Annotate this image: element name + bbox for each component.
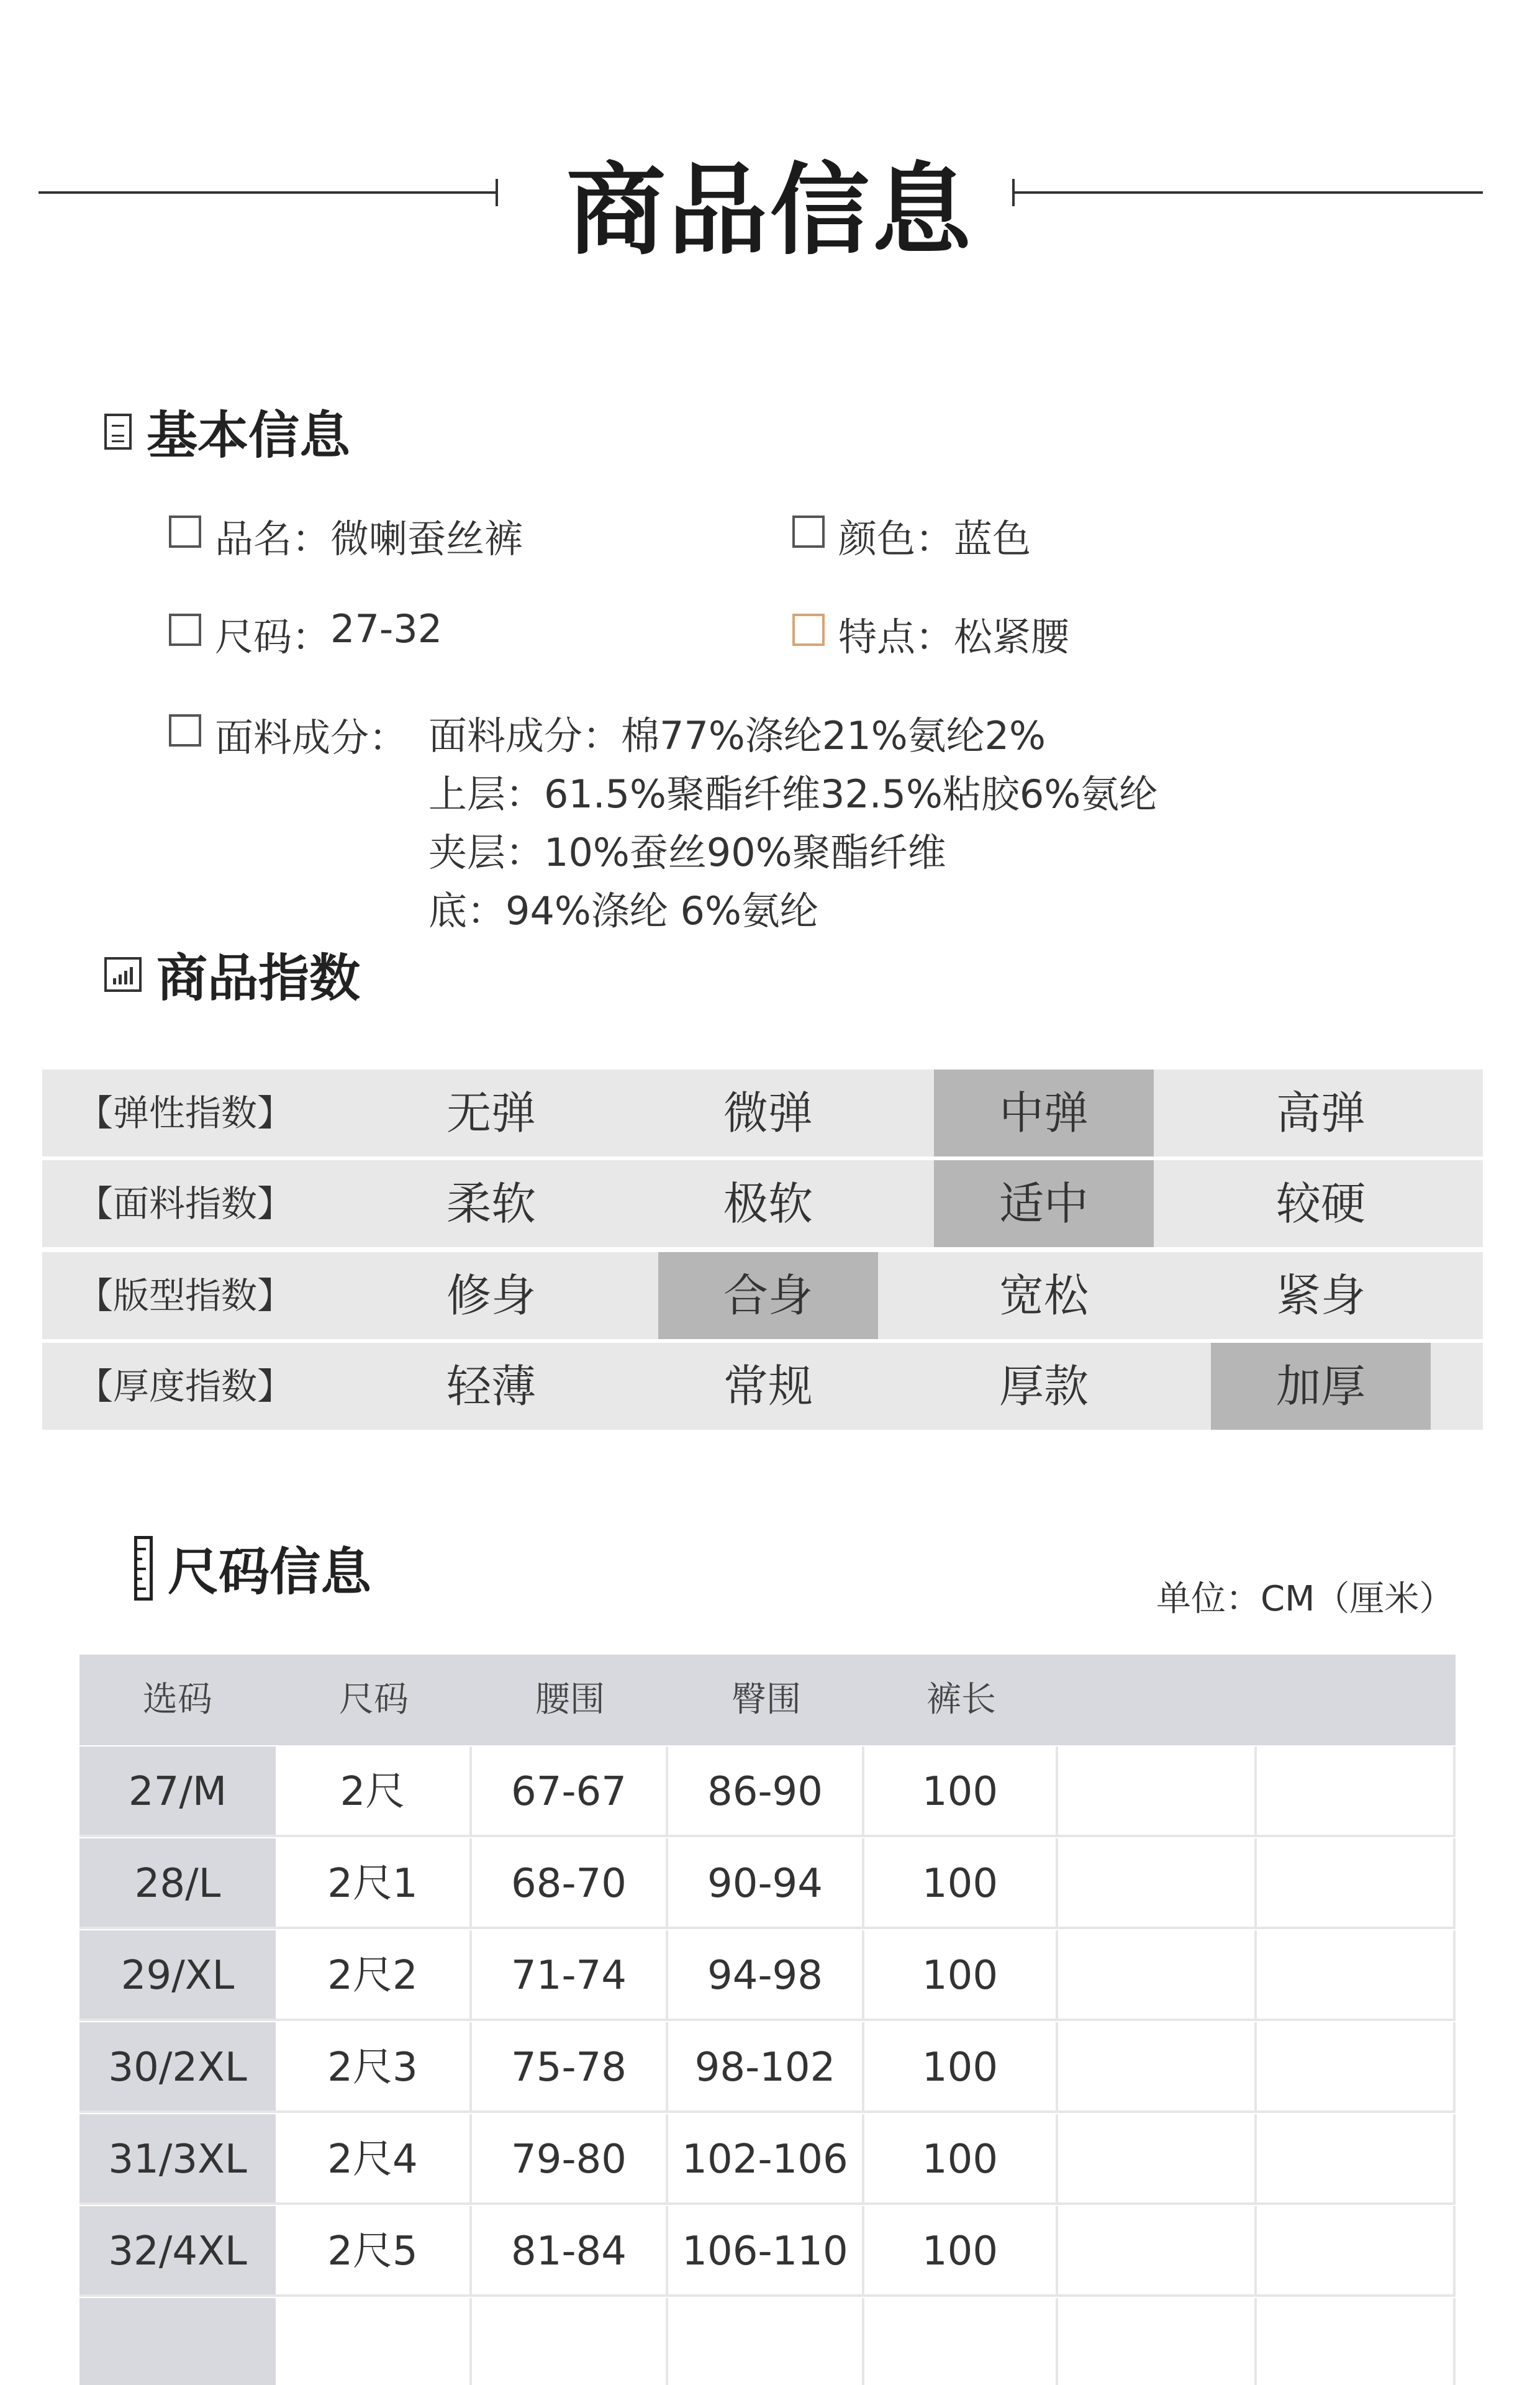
table-cell: 100 [864,2022,1058,2113]
table-cell [864,2298,1058,2385]
page-title: 商品信息 [566,152,974,268]
table-cell [1257,2298,1456,2385]
index-option: 宽松 [999,1270,1089,1322]
table-cell [1257,2114,1456,2205]
table-cell: 90-94 [668,1838,864,1929]
column-header: 裤长 [864,1655,1058,1745]
table-cell [1058,1747,1257,1837]
table-cell [1058,2298,1257,2385]
table-cell: 29/XL [79,1930,276,2021]
table-header-row [79,1655,1456,1747]
size-table [79,1655,1456,2385]
table-row [79,2022,1456,2114]
index-option-selected: 适中 [934,1160,1154,1247]
table-cell: 86-90 [668,1747,864,1837]
index-option: 常规 [723,1360,813,1412]
info-feature [792,606,1069,661]
product-index-title: 商品指数 [156,949,361,1008]
table-cell: 31/3XL [79,2114,276,2205]
index-option-selected: 加厚 [1211,1343,1431,1430]
fabric-composition [428,707,1157,940]
table-cell: 67-67 [472,1747,668,1837]
column-header: 选码 [79,1655,276,1745]
checkbox-icon [169,714,201,747]
document-icon [104,414,132,450]
fabric-line: 面料成分：棉77%涤纶21%氨纶2% [428,713,1046,758]
index-row-label: 【版型指数】 [77,1274,294,1317]
table-cell: 100 [864,2114,1058,2205]
bar-chart-icon [104,957,142,992]
checkbox-icon [169,614,201,646]
checkbox-icon [792,614,825,646]
table-cell [1058,1930,1257,2021]
info-name [169,508,523,563]
index-row [42,1070,1483,1156]
basic-info-title: 基本信息 [147,406,351,465]
table-cell: 2尺1 [276,1838,472,1929]
index-row [42,1160,1483,1247]
table-cell: 100 [864,2206,1058,2297]
index-row-label: 【厚度指数】 [77,1365,294,1407]
name-value: 微喇蚕丝裤 [330,516,523,561]
table-cell [1257,2206,1456,2297]
table-cell: 79-80 [472,2114,668,2205]
fabric-line: 底：94%涤纶 6%氨纶 [428,888,818,934]
index-row-label: 【面料指数】 [77,1183,294,1225]
table-row [79,2298,1456,2385]
table-cell: 28/L [79,1838,276,1929]
table-cell: 102-106 [668,2114,864,2205]
table-cell: 30/2XL [79,2022,276,2113]
index-option: 柔软 [446,1178,536,1230]
table-cell: 32/4XL [79,2206,276,2297]
table-cell: 100 [864,1838,1058,1929]
table-cell [1058,1838,1257,1929]
size-info-title: 尺码信息 [168,1543,372,1602]
table-row [79,2206,1456,2298]
table-cell: 2尺3 [276,2022,472,2113]
size-value: 27-32 [330,606,443,652]
info-size [169,606,442,661]
index-option: 紧身 [1275,1270,1366,1322]
index-option: 轻薄 [446,1360,536,1412]
table-cell [1058,2022,1257,2113]
color-label: 颜色： [838,516,954,561]
checkbox-icon [169,516,201,548]
info-fabric [169,707,407,762]
basic-info-header [104,395,350,468]
table-cell [1257,1838,1456,1929]
column-header: 臀围 [668,1655,864,1745]
index-option: 厚款 [999,1360,1089,1412]
table-cell: 98-102 [668,2022,864,2113]
index-option: 极软 [723,1178,813,1230]
color-value: 蓝色 [954,516,1031,561]
title-banner [0,118,1540,268]
table-cell: 100 [864,1747,1058,1837]
column-header: 尺码 [276,1655,472,1745]
info-color [792,508,1031,563]
size-info-header [134,1532,371,1604]
table-cell: 68-70 [472,1838,668,1929]
fabric-line: 上层：61.5%聚酯纤维32.5%粘胶6%氨纶 [428,771,1158,817]
table-cell: 2尺 [276,1747,472,1837]
table-row [79,1747,1456,1838]
column-header [1058,1655,1257,1745]
table-cell [668,2298,864,2385]
feature-value: 松紧腰 [954,614,1070,660]
table-row [79,1838,1456,1930]
column-header: 腰围 [472,1655,668,1745]
table-cell: 94-98 [668,1930,864,2021]
table-cell [472,2298,668,2385]
table-cell [1257,1747,1456,1837]
index-option-selected: 合身 [658,1252,878,1339]
table-cell: 100 [864,1930,1058,2021]
table-row [79,1930,1456,2022]
fabric-label: 面料成分： [215,715,408,760]
size-label: 尺码： [215,614,331,660]
index-option-selected: 中弹 [934,1070,1154,1156]
index-option: 无弹 [446,1087,536,1139]
table-cell: 71-74 [472,1930,668,2021]
index-row [42,1252,1483,1339]
checkbox-icon [792,516,825,548]
index-option: 微弹 [723,1087,813,1139]
unit-note: 单位：CM（厘米） [1156,1579,1454,1619]
index-option: 高弹 [1275,1087,1366,1139]
feature-label: 特点： [838,614,954,660]
index-option: 修身 [446,1270,536,1322]
table-cell [1257,1930,1456,2021]
column-header [1257,1655,1456,1745]
table-row [79,2114,1456,2206]
table-cell [1058,2114,1257,2205]
table-cell: 27/M [79,1747,276,1837]
table-cell: 2尺2 [276,1930,472,2021]
table-cell [276,2298,472,2385]
table-cell [1257,2022,1456,2113]
table-cell [79,2298,276,2385]
table-cell: 106-110 [668,2206,864,2297]
index-row-label: 【弹性指数】 [77,1092,294,1134]
table-cell: 75-78 [472,2022,668,2113]
name-label: 品名： [215,516,331,561]
ruler-icon [134,1536,153,1601]
table-cell: 2尺4 [276,2114,472,2205]
product-index-header [104,938,360,1011]
table-cell: 81-84 [472,2206,668,2297]
title-line-right [1012,191,1483,194]
table-cell: 2尺5 [276,2206,472,2297]
index-option: 较硬 [1275,1178,1366,1230]
index-row [42,1343,1483,1430]
table-cell [1058,2206,1257,2297]
fabric-line: 夹层：10%蚕丝90%聚酯纤维 [428,830,946,875]
